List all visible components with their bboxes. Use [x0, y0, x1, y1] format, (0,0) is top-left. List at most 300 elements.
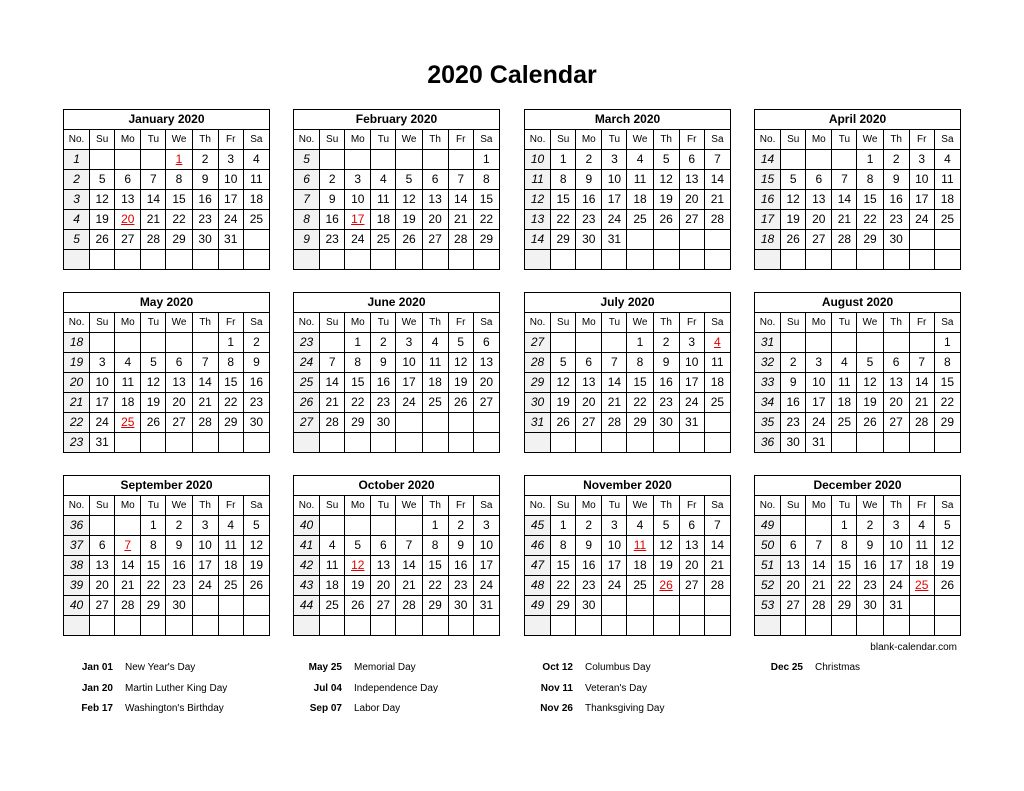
day-cell	[371, 616, 396, 636]
weekday-header: We	[166, 313, 192, 333]
day-cell: 3	[909, 150, 934, 170]
day-cell: 10	[473, 536, 499, 556]
week-row	[755, 536, 961, 556]
month-calendar	[754, 109, 961, 270]
site-credit: blank-calendar.com	[870, 642, 957, 653]
day-cell: 7	[602, 353, 627, 373]
week-number: 33	[755, 373, 781, 393]
day-cell	[473, 413, 499, 433]
day-cell: 4	[934, 150, 960, 170]
day-cell: 1	[627, 333, 653, 353]
day-cell	[448, 250, 473, 270]
week-number: 13	[525, 210, 551, 230]
day-cell	[243, 433, 269, 453]
day-cell: 23	[653, 393, 679, 413]
day-cell	[166, 250, 192, 270]
holiday-entry	[63, 679, 227, 699]
day-cell: 3	[345, 170, 371, 190]
week-row	[755, 413, 961, 433]
day-cell: 20	[371, 576, 396, 596]
month-name: March 2020	[525, 110, 731, 130]
week-number: 23	[294, 333, 320, 353]
day-cell: 10	[806, 373, 832, 393]
month-name: July 2020	[525, 293, 731, 313]
day-cell: 15	[934, 373, 960, 393]
day-cell: 24	[192, 576, 218, 596]
day-cell	[90, 616, 115, 636]
week-number: 46	[525, 536, 551, 556]
day-cell: 4	[832, 353, 857, 373]
week-number: 4	[64, 210, 90, 230]
holiday-day-cell: 26	[653, 576, 679, 596]
day-cell: 28	[806, 596, 832, 616]
week-number: 31	[525, 413, 551, 433]
weekday-header: Fr	[448, 130, 473, 150]
day-cell: 25	[627, 210, 653, 230]
week-number	[64, 616, 90, 636]
holiday-name: Thanksgiving Day	[585, 703, 665, 714]
holiday-day-cell: 7	[115, 536, 141, 556]
day-cell: 23	[166, 576, 192, 596]
day-cell: 20	[90, 576, 115, 596]
day-cell	[320, 516, 345, 536]
day-cell: 29	[473, 230, 499, 250]
day-cell: 28	[141, 230, 166, 250]
day-cell: 1	[422, 516, 448, 536]
day-cell	[320, 433, 345, 453]
day-cell	[602, 596, 627, 616]
day-cell: 2	[166, 516, 192, 536]
day-cell: 25	[320, 596, 345, 616]
week-number	[755, 250, 781, 270]
day-cell: 16	[243, 373, 269, 393]
week-number: 38	[64, 556, 90, 576]
week-row	[64, 170, 270, 190]
week-number: 22	[64, 413, 90, 433]
day-cell: 30	[576, 230, 602, 250]
day-cell	[806, 516, 832, 536]
day-cell: 18	[218, 556, 243, 576]
day-cell	[781, 333, 806, 353]
week-row	[64, 536, 270, 556]
day-cell: 15	[422, 556, 448, 576]
day-cell	[653, 230, 679, 250]
weekday-header: Tu	[371, 130, 396, 150]
holiday-name: Washington's Birthday	[125, 703, 224, 714]
day-cell: 22	[934, 393, 960, 413]
weekday-header: Su	[90, 130, 115, 150]
day-cell	[551, 616, 576, 636]
weekday-header: Su	[781, 496, 806, 516]
day-cell: 15	[551, 190, 576, 210]
day-cell: 8	[473, 170, 499, 190]
weekday-header: Sa	[473, 130, 499, 150]
holiday-day-cell: 25	[909, 576, 934, 596]
day-cell: 19	[551, 393, 576, 413]
holiday-day-cell: 11	[627, 536, 653, 556]
day-cell: 11	[422, 353, 448, 373]
day-cell	[883, 333, 909, 353]
weekday-header: Sa	[704, 313, 730, 333]
day-cell	[192, 596, 218, 616]
day-cell: 23	[371, 393, 396, 413]
holiday-entry	[522, 699, 664, 719]
day-cell: 17	[679, 373, 704, 393]
day-cell: 9	[653, 353, 679, 373]
day-cell: 28	[909, 413, 934, 433]
day-cell	[371, 516, 396, 536]
week-row	[294, 230, 500, 250]
day-cell	[192, 333, 218, 353]
week-number: 48	[525, 576, 551, 596]
day-cell: 14	[192, 373, 218, 393]
weekday-header: Th	[883, 130, 909, 150]
week-number	[294, 616, 320, 636]
day-cell: 21	[396, 576, 422, 596]
day-cell	[857, 433, 883, 453]
day-cell	[551, 433, 576, 453]
day-cell: 27	[90, 596, 115, 616]
day-cell: 1	[832, 516, 857, 536]
holiday-name: Memorial Day	[354, 662, 416, 673]
holiday-date: Nov 11	[540, 682, 573, 694]
day-cell: 31	[90, 433, 115, 453]
holiday-date: May 25	[308, 662, 342, 673]
day-cell: 21	[832, 210, 857, 230]
week-row	[525, 413, 731, 433]
day-cell: 7	[806, 536, 832, 556]
day-cell: 11	[218, 536, 243, 556]
holiday-entry	[63, 658, 195, 678]
day-cell	[243, 616, 269, 636]
day-cell: 3	[602, 150, 627, 170]
weekday-header: Fr	[218, 130, 243, 150]
day-cell: 29	[166, 230, 192, 250]
day-cell: 28	[448, 230, 473, 250]
day-cell: 13	[115, 190, 141, 210]
day-cell: 1	[857, 150, 883, 170]
holiday-name: Columbus Day	[585, 662, 651, 673]
day-cell: 19	[448, 373, 473, 393]
week-row	[755, 576, 961, 596]
day-cell	[909, 333, 934, 353]
day-cell: 19	[90, 210, 115, 230]
day-cell: 29	[832, 596, 857, 616]
day-cell: 27	[166, 413, 192, 433]
week-number: 27	[525, 333, 551, 353]
week-number: 16	[755, 190, 781, 210]
weekday-header: Sa	[473, 496, 499, 516]
month-calendar	[293, 475, 500, 636]
day-cell: 26	[781, 230, 806, 250]
week-number	[755, 616, 781, 636]
week-row	[64, 250, 270, 270]
week-number: 7	[294, 190, 320, 210]
day-cell: 19	[396, 210, 422, 230]
day-cell	[141, 433, 166, 453]
day-cell: 26	[857, 413, 883, 433]
day-cell: 11	[371, 190, 396, 210]
day-cell	[909, 250, 934, 270]
day-cell: 23	[448, 576, 473, 596]
day-cell	[90, 250, 115, 270]
holiday-date: Feb 17	[81, 703, 113, 714]
holiday-entry	[752, 658, 860, 678]
month-calendar	[63, 475, 270, 636]
day-cell: 25	[243, 210, 269, 230]
day-cell: 12	[551, 373, 576, 393]
day-cell: 9	[781, 373, 806, 393]
week-row	[755, 210, 961, 230]
day-cell: 15	[141, 556, 166, 576]
day-cell	[166, 433, 192, 453]
day-cell: 17	[90, 393, 115, 413]
day-cell: 30	[371, 413, 396, 433]
day-cell: 30	[166, 596, 192, 616]
day-cell	[679, 596, 704, 616]
day-cell	[857, 333, 883, 353]
day-cell: 15	[473, 190, 499, 210]
day-cell	[192, 433, 218, 453]
day-cell: 21	[192, 393, 218, 413]
day-cell: 9	[576, 536, 602, 556]
month-name: November 2020	[525, 476, 731, 496]
holiday-name: Veteran's Day	[585, 682, 647, 694]
day-cell: 21	[448, 210, 473, 230]
day-cell	[243, 596, 269, 616]
day-cell	[90, 516, 115, 536]
day-cell	[627, 230, 653, 250]
week-row	[294, 150, 500, 170]
day-cell: 23	[781, 413, 806, 433]
week-row	[525, 433, 731, 453]
month-name: December 2020	[755, 476, 961, 496]
weekday-header: We	[396, 130, 422, 150]
weekday-header: Fr	[679, 313, 704, 333]
day-cell: 27	[883, 413, 909, 433]
day-cell: 12	[90, 190, 115, 210]
week-number: 9	[294, 230, 320, 250]
day-cell: 20	[781, 576, 806, 596]
day-cell: 8	[345, 353, 371, 373]
day-cell: 10	[90, 373, 115, 393]
week-number: 17	[755, 210, 781, 230]
day-cell: 5	[551, 353, 576, 373]
day-cell: 5	[448, 333, 473, 353]
day-cell: 21	[704, 556, 730, 576]
day-cell	[396, 250, 422, 270]
day-cell: 4	[371, 170, 396, 190]
week-row	[294, 373, 500, 393]
day-cell: 28	[602, 413, 627, 433]
day-cell: 7	[832, 170, 857, 190]
week-row	[525, 230, 731, 250]
day-cell	[345, 150, 371, 170]
week-row	[294, 333, 500, 353]
day-cell: 14	[909, 373, 934, 393]
day-cell	[934, 596, 960, 616]
week-row	[294, 210, 500, 230]
day-cell: 5	[781, 170, 806, 190]
day-cell: 19	[345, 576, 371, 596]
week-row	[64, 413, 270, 433]
weekday-header: Mo	[806, 130, 832, 150]
day-cell: 18	[909, 556, 934, 576]
day-cell	[115, 433, 141, 453]
day-cell: 24	[806, 413, 832, 433]
day-cell: 5	[857, 353, 883, 373]
day-cell: 2	[576, 516, 602, 536]
day-cell: 29	[141, 596, 166, 616]
day-cell	[653, 596, 679, 616]
day-cell: 24	[602, 210, 627, 230]
week-number: 41	[294, 536, 320, 556]
day-cell: 13	[422, 190, 448, 210]
day-cell: 10	[345, 190, 371, 210]
week-row	[755, 616, 961, 636]
day-cell: 21	[320, 393, 345, 413]
weekday-header: We	[166, 130, 192, 150]
day-cell: 2	[857, 516, 883, 536]
week-number: 24	[294, 353, 320, 373]
day-cell	[704, 433, 730, 453]
week-number	[294, 433, 320, 453]
day-cell: 22	[857, 210, 883, 230]
week-row	[525, 393, 731, 413]
weekday-header: Sa	[243, 313, 269, 333]
day-cell: 22	[551, 210, 576, 230]
day-cell	[371, 433, 396, 453]
day-cell: 21	[806, 576, 832, 596]
day-cell: 13	[473, 353, 499, 373]
day-cell: 1	[934, 333, 960, 353]
day-cell: 18	[627, 190, 653, 210]
day-cell	[653, 433, 679, 453]
day-cell: 23	[576, 210, 602, 230]
day-cell: 8	[934, 353, 960, 373]
day-cell: 9	[857, 536, 883, 556]
day-cell: 13	[679, 536, 704, 556]
day-cell: 10	[218, 170, 243, 190]
day-cell: 26	[345, 596, 371, 616]
day-cell	[679, 250, 704, 270]
week-row	[525, 556, 731, 576]
week-row	[755, 190, 961, 210]
weekday-header: Mo	[345, 496, 371, 516]
day-cell: 7	[704, 150, 730, 170]
day-cell: 12	[781, 190, 806, 210]
day-cell	[448, 413, 473, 433]
week-row	[525, 516, 731, 536]
day-cell	[934, 433, 960, 453]
day-cell: 30	[192, 230, 218, 250]
day-cell: 12	[653, 170, 679, 190]
day-cell: 3	[679, 333, 704, 353]
day-cell: 1	[551, 516, 576, 536]
weekday-header: Su	[551, 313, 576, 333]
week-row	[294, 433, 500, 453]
week-row	[525, 150, 731, 170]
day-cell: 7	[141, 170, 166, 190]
month-calendar	[63, 292, 270, 453]
day-cell: 21	[115, 576, 141, 596]
week-row	[294, 576, 500, 596]
weekday-header: Su	[781, 130, 806, 150]
week-row	[294, 170, 500, 190]
day-cell	[704, 250, 730, 270]
day-cell	[166, 616, 192, 636]
week-number: 31	[755, 333, 781, 353]
week-number: 49	[525, 596, 551, 616]
day-cell	[627, 616, 653, 636]
day-cell: 27	[679, 576, 704, 596]
weekday-header: We	[857, 313, 883, 333]
week-row	[64, 373, 270, 393]
day-cell: 30	[448, 596, 473, 616]
weekday-header: Tu	[141, 130, 166, 150]
holiday-name: Independence Day	[354, 682, 438, 694]
day-cell: 23	[883, 210, 909, 230]
week-row	[64, 516, 270, 536]
week-number: 3	[64, 190, 90, 210]
day-cell: 5	[653, 516, 679, 536]
holiday-name: Christmas	[815, 662, 861, 673]
day-cell	[704, 230, 730, 250]
week-number: 15	[755, 170, 781, 190]
day-cell	[576, 250, 602, 270]
day-cell: 28	[704, 210, 730, 230]
day-cell: 15	[345, 373, 371, 393]
month-calendar	[754, 292, 961, 453]
day-cell	[371, 250, 396, 270]
day-cell: 20	[422, 210, 448, 230]
day-cell: 11	[627, 170, 653, 190]
day-cell	[320, 333, 345, 353]
week-number: 30	[525, 393, 551, 413]
day-cell: 25	[371, 230, 396, 250]
week-number: 10	[525, 150, 551, 170]
day-cell	[218, 596, 243, 616]
weekday-header: Mo	[115, 496, 141, 516]
day-cell: 4	[320, 536, 345, 556]
weekday-header: Th	[653, 130, 679, 150]
weekday-header: Su	[90, 496, 115, 516]
day-cell: 16	[857, 556, 883, 576]
holiday-date: Jan 20	[81, 682, 113, 694]
day-cell: 12	[857, 373, 883, 393]
day-cell: 4	[627, 150, 653, 170]
weekday-header: Sa	[243, 496, 269, 516]
week-number: 20	[64, 373, 90, 393]
day-cell: 17	[602, 190, 627, 210]
day-cell: 27	[422, 230, 448, 250]
day-cell: 14	[602, 373, 627, 393]
day-cell	[320, 616, 345, 636]
day-cell: 15	[832, 556, 857, 576]
day-cell: 24	[679, 393, 704, 413]
week-number: 29	[525, 373, 551, 393]
day-cell: 29	[627, 413, 653, 433]
week-number: 52	[755, 576, 781, 596]
day-cell: 13	[806, 190, 832, 210]
day-cell: 8	[832, 536, 857, 556]
day-cell	[679, 433, 704, 453]
day-cell: 29	[218, 413, 243, 433]
weekday-header: Sa	[704, 130, 730, 150]
week-number: 36	[755, 433, 781, 453]
day-cell: 4	[422, 333, 448, 353]
day-cell	[243, 230, 269, 250]
